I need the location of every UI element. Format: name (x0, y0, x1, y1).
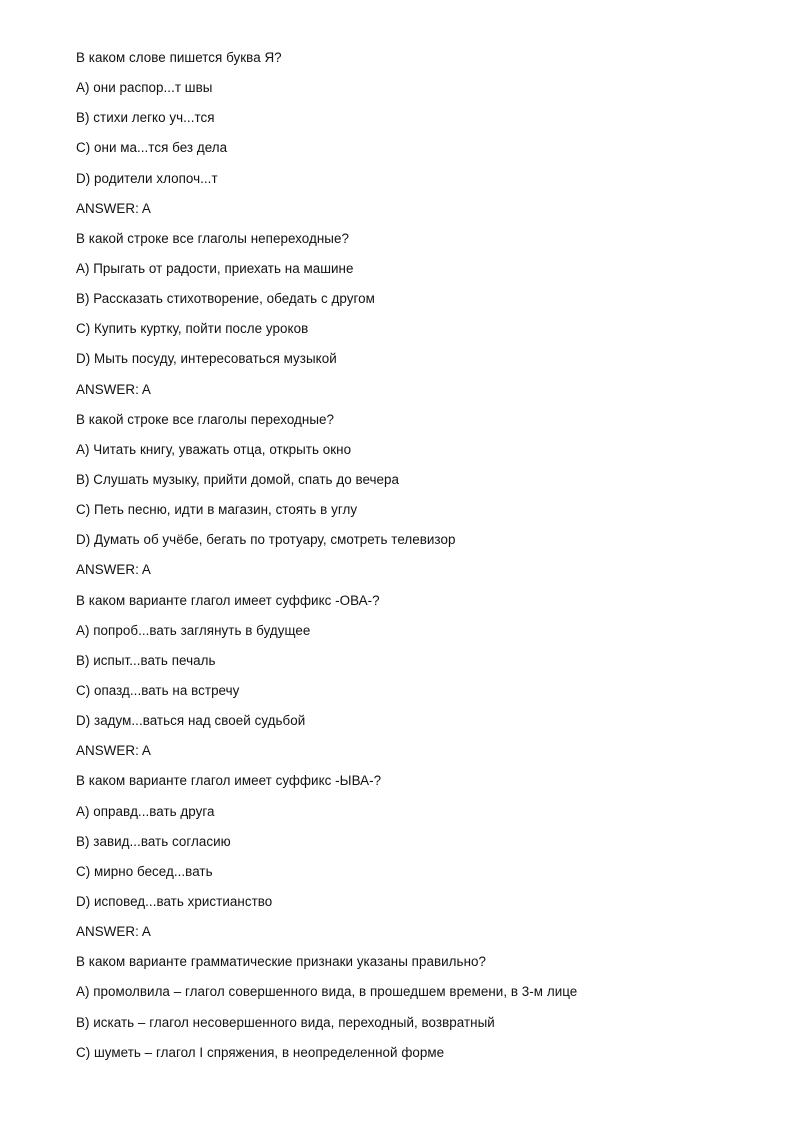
question-text: В каком слове пишется буква Я? (76, 50, 282, 65)
option-c: C) опазд...вать на встречу (76, 682, 240, 698)
answer-line: ANSWER: A (76, 924, 151, 940)
answer-line: ANSWER: A (76, 562, 151, 578)
document-page (76, 47, 766, 1072)
option-a: A) Читать книгу, уважать отца, открыть окно (76, 441, 352, 457)
question-text: В какой строке все глаголы переходные? (76, 411, 335, 427)
question-text: В какой строке все глаголы непереходные? (76, 230, 349, 246)
option-d: D) задум...ваться над своей судьбой (76, 713, 306, 729)
option-b: B) искать – глагол несовершенного вида, переходный, возвратный (76, 1014, 495, 1030)
option-b: B) испыт...вать печаль (76, 652, 216, 668)
option-c: C) Купить куртку, пойти после уроков (76, 321, 309, 337)
option-c: C) мирно бесед...вать (76, 863, 213, 879)
option-a: A) они распор...т швы (76, 80, 213, 96)
option-c: C) шуметь – глагол I спряжения, в неопределенной форме (76, 1044, 445, 1060)
option-a: A) оправд...вать друга (76, 803, 215, 819)
option-b: B) стихи легко уч...тся (76, 110, 215, 126)
option-b: B) завид...вать согласию (76, 833, 231, 849)
option-d: D) родители хлопоч...т (76, 170, 218, 186)
answer-line: ANSWER: A (76, 381, 151, 397)
question-text: В каком варианте грамматические признаки указаны правильно? (76, 954, 487, 970)
option-c: C) Петь песню, идти в магазин, стоять в углу (76, 502, 358, 518)
question-text: В каком варианте глагол имеет суффикс -ОВА-? (76, 592, 380, 608)
option-a: A) промолвила – глагол совершенного вида, в прошедшем времени, в 3-м лице (76, 984, 578, 1000)
option-b: B) Слушать музыку, прийти домой, спать до вечера (76, 471, 400, 487)
answer-line: ANSWER: A (76, 200, 151, 216)
option-d: D) исповед...вать христианство (76, 893, 273, 909)
question-text: В каком варианте глагол имеет суффикс -ЫВА-? (76, 773, 382, 789)
option-a: A) Прыгать от радости, приехать на машине (76, 260, 354, 276)
option-c: C) они ма...тся без дела (76, 140, 228, 156)
option-b: B) Рассказать стихотворение, обедать с другом (76, 291, 375, 307)
option-d: D) Думать об учёбе, бегать по тротуару, смотреть телевизор (76, 532, 456, 548)
answer-line: ANSWER: A (76, 743, 151, 759)
option-a: A) попроб...вать заглянуть в будущее (76, 622, 311, 638)
option-d: D) Мыть посуду, интересоваться музыкой (76, 351, 337, 367)
